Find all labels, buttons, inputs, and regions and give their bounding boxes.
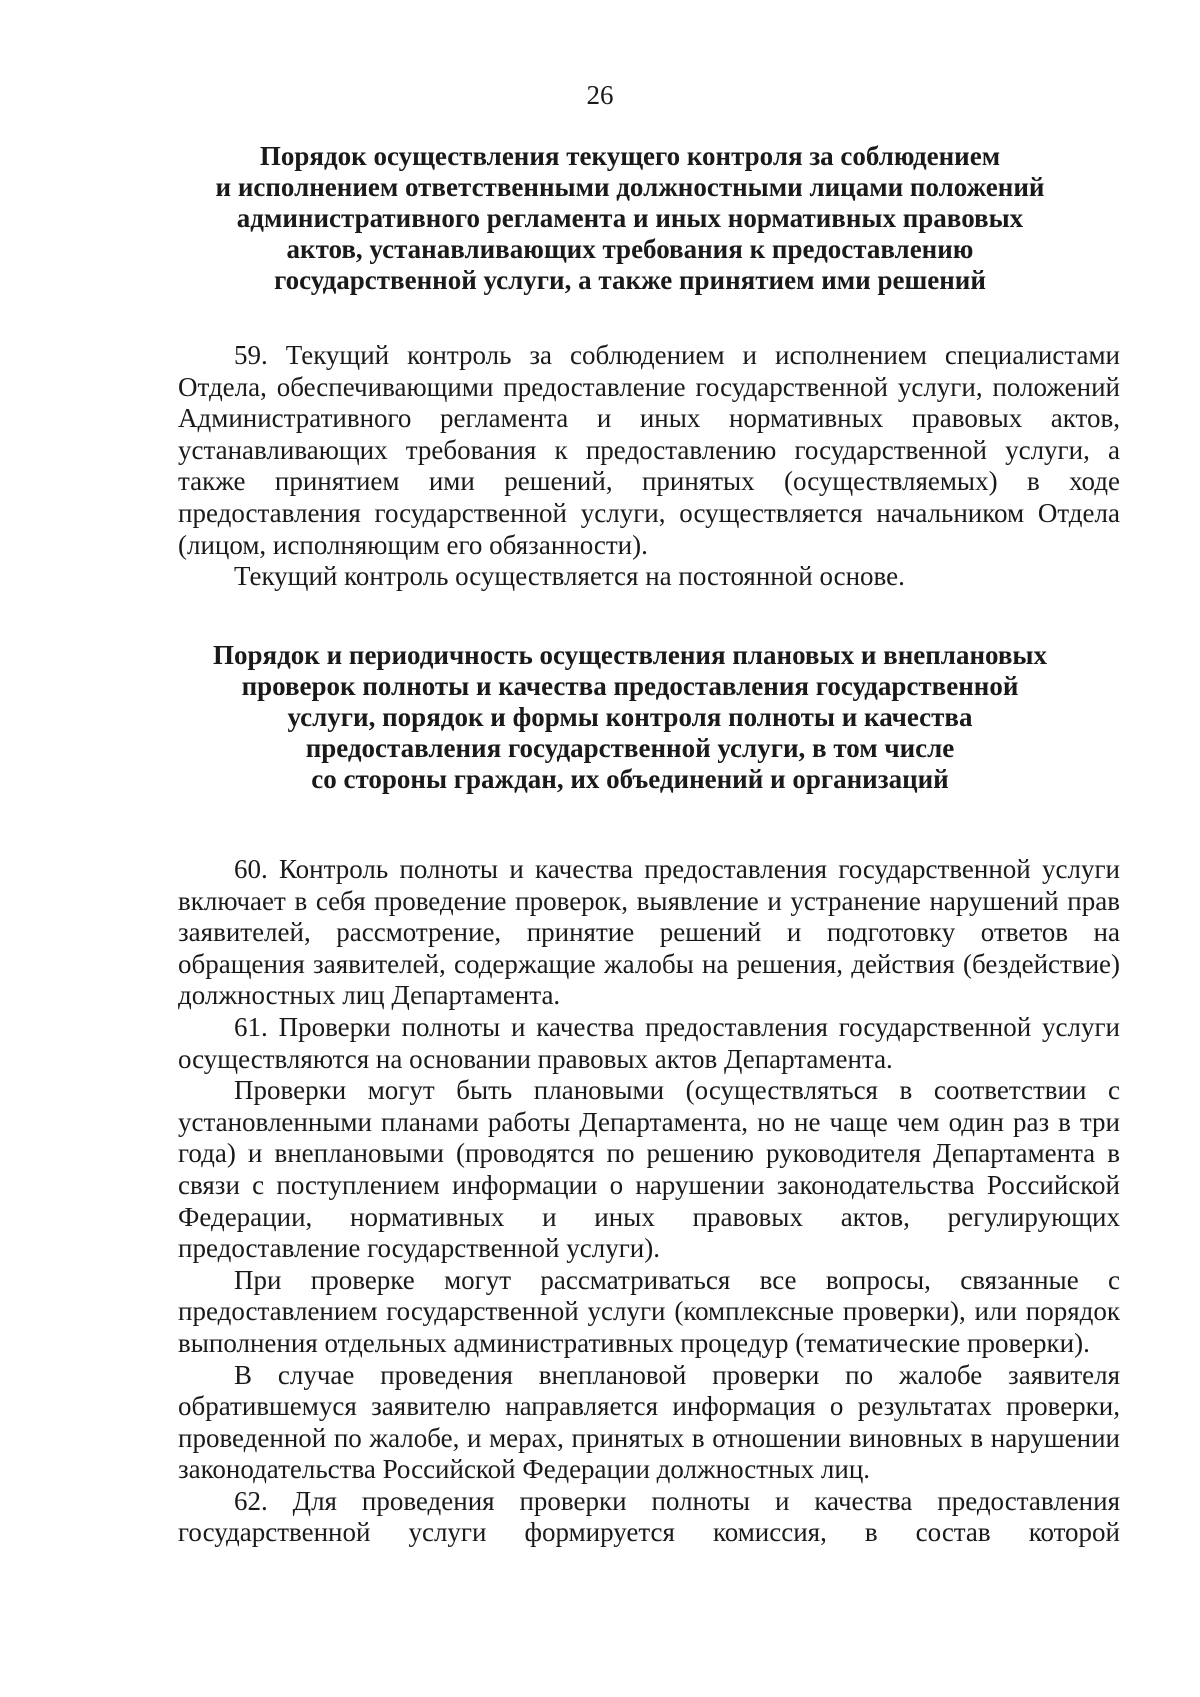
heading-line: предоставления государственной услуги, в том числе	[305, 733, 955, 763]
heading-line: и исполнением ответственными должностными лицами положений	[215, 172, 1045, 202]
paragraph-60: 60. Контроль полноты и качества предоставления государственной услуги включает в себя проведение проверок, выявление и устранение нарушений прав заявителей, рассмотрение, принятие решений и подготовку ответов на обращения заявителей, содержащие жалобы на решения, действия (бездействие) должностных лиц Департамента.	[178, 854, 1120, 1011]
paragraph-inspection-types: Проверки могут быть плановыми (осуществляться в соответствии с установленными планами работы Департамента, но не чаще чем один раз в три года) и внеплановыми (проводятся по решению руководителя Департамента в связи с поступлением информации о нарушении законодательства Российской Федерации, нормативных и иных правовых актов, регулирующих предоставление государственной услуги).	[178, 1075, 1120, 1264]
paragraph-61: 61. Проверки полноты и качества предоставления государственной услуги осуществляются на основании правовых актов Департамента.	[178, 1011, 1120, 1074]
section-heading-current-control	[160, 141, 1100, 296]
heading-line: государственной услуги, а также принятием ими решений	[274, 265, 986, 295]
heading-line: услуги, порядок и формы контроля полноты и качества	[287, 702, 973, 732]
section-body-inspections	[178, 854, 1120, 1549]
paragraph-59: 59. Текущий контроль за соблюдением и исполнением специалистами Отдела, обеспечивающими предоставление государственной услуги, положений Административного регламента и иных нормативных правовых актов, устанавливающих требования к предоставлению государственной услуги, а также принятием ими решений, принятых (осуществляемых) в ходе предоставления государственной услуги, осуществляется начальником Отдела (лицом, исполняющим его обязанности).	[178, 340, 1120, 560]
heading-line: проверок полноты и качества предоставления государственной	[241, 671, 1019, 701]
paragraph-continuous-control: Текущий контроль осуществляется на постоянной основе.	[234, 561, 905, 592]
paragraph-unscheduled-inspection: В случае проведения внеплановой проверки по жалобе заявителя обратившемуся заявителю направляется информация о результатах проверки, проведенной по жалобе, и мерах, принятых в отношении виновных в нарушении законодательства Российской Федерации должностных лиц.	[178, 1359, 1120, 1485]
paragraph-62: 62. Для проведения проверки полноты и качества предоставления государственной услуги формируется комиссия, в состав которой	[178, 1485, 1120, 1548]
heading-line: актов, устанавливающих требования к предоставлению	[286, 234, 974, 264]
heading-line: административного регламента и иных нормативных правовых	[236, 203, 1024, 233]
section-heading-inspections	[160, 640, 1100, 795]
section-body-current-control	[178, 340, 1120, 593]
heading-line: со стороны граждан, их объединений и организаций	[311, 764, 949, 794]
heading-line: Порядок и периодичность осуществления плановых и внеплановых	[213, 640, 1047, 670]
heading-line: Порядок осуществления текущего контроля за соблюдением	[259, 141, 1001, 171]
page-number: 26	[586, 80, 614, 110]
paragraph-inspection-scope: При проверке могут рассматриваться все вопросы, связанные с предоставлением государственной услуги (комплексные проверки), или порядок выполнения отдельных административных процедур (тематические проверки).	[178, 1264, 1120, 1358]
